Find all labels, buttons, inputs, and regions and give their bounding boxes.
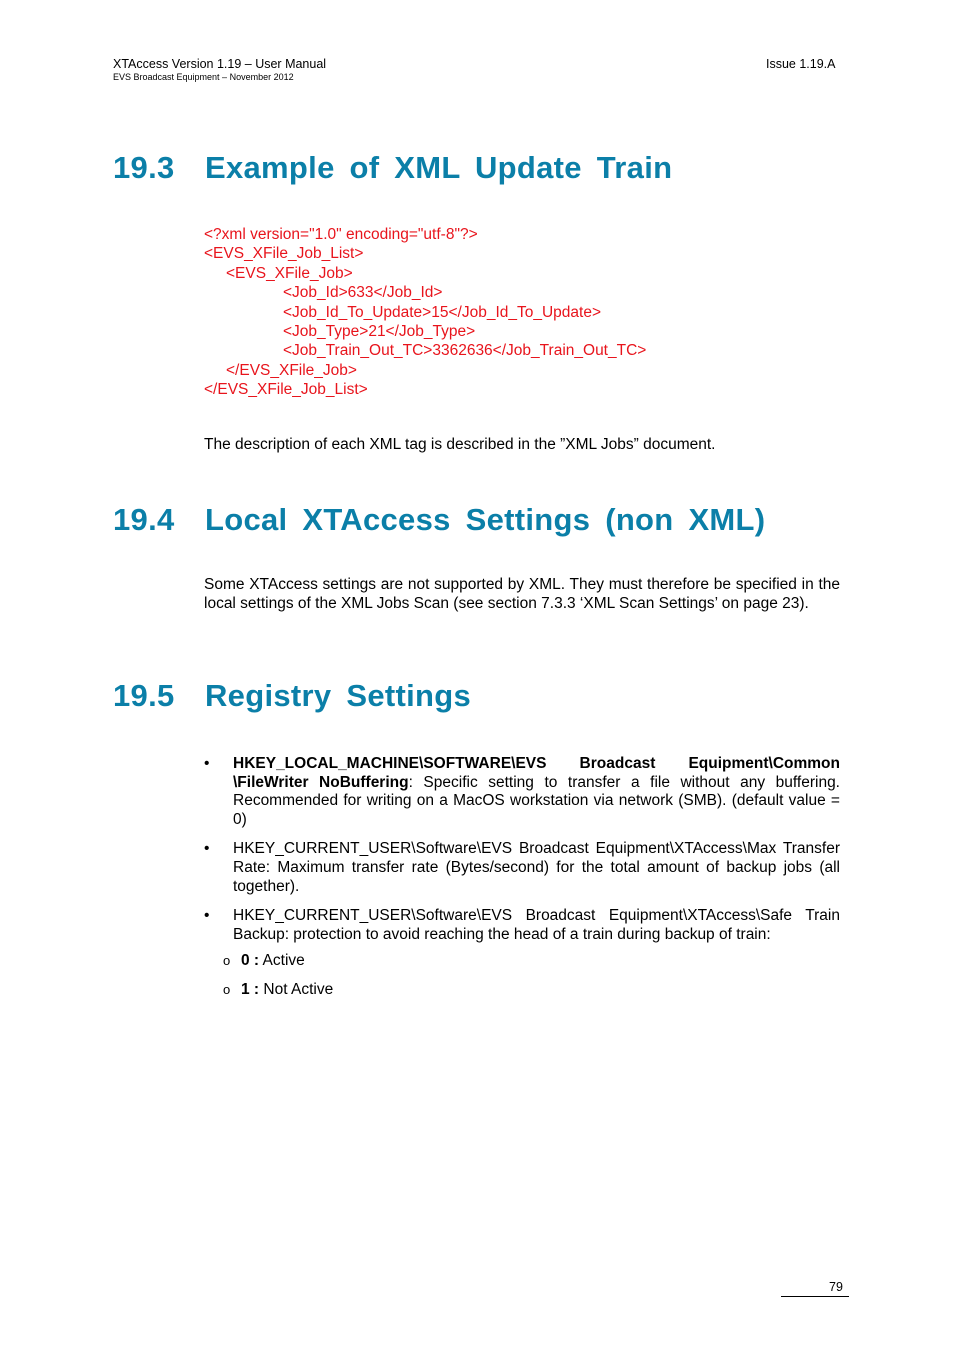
section-title: Local XTAccess Settings (non XML) <box>205 502 766 537</box>
section-19-4-heading <box>113 502 765 538</box>
section-number: 19.3 <box>113 150 175 185</box>
option-key: 1 : <box>241 981 260 999</box>
code-line: <Job_Id_To_Update>15</Job_Id_To_Update> <box>283 303 602 321</box>
local-settings-paragraph <box>204 576 840 613</box>
header-issue: Issue 1.19.A <box>766 57 836 71</box>
registry-key: HKEY_LOCAL_MACHINE\SOFTWARE\EVS Broadcast Equipment\Common \FileWriter NoBuffering <box>233 755 840 791</box>
sub-list-item <box>204 981 840 1000</box>
code-line: </EVS_XFile_Job_List> <box>204 381 368 399</box>
code-line: <?xml version="1.0" encoding="utf-8"?> <box>204 226 478 243</box>
section-title: Example of XML Update Train <box>205 150 673 185</box>
header-subtitle: EVS Broadcast Equipment – November 2012 <box>113 72 294 82</box>
sub-list-item <box>204 952 840 971</box>
list-item <box>204 907 840 944</box>
code-line: </EVS_XFile_Job> <box>226 361 357 379</box>
registry-description: HKEY_CURRENT_USER\Software\EVS Broadcast Equipment\XTAccess\Safe Train Backup: protection to avoid reaching the head of a train during backup of train: <box>233 907 840 943</box>
bullet-icon: • <box>204 907 210 925</box>
section-19-5-heading <box>113 678 471 714</box>
section-19-3-heading <box>113 150 672 186</box>
section-number: 19.4 <box>113 502 175 537</box>
bullet-icon: • <box>204 755 210 772</box>
xml-code-block <box>204 225 646 400</box>
code-line: <Job_Type>21</Job_Type> <box>283 323 476 341</box>
list-item <box>204 840 840 896</box>
registry-description: : Specific setting to transfer a file without any buffering. Recommended for writing on a MacOS workstation via network (SMB). (default value = 0) <box>233 773 840 828</box>
code-line: <EVS_XFile_Job_List> <box>204 245 364 263</box>
header-title: XTAccess Version 1.19 – User Manual <box>113 57 327 71</box>
paragraph-text: Some XTAccess settings are not supported by XML. They must therefore be specified in the local settings of the XML Jobs Scan (see section 7.3.3 ‘XML Scan Settings’ on page 23). <box>204 576 840 612</box>
option-key: 0 : <box>241 952 260 970</box>
circle-bullet-icon: o <box>223 953 231 969</box>
page-number: 79 <box>829 1280 843 1294</box>
section-title: Registry Settings <box>205 678 472 713</box>
registry-list <box>204 755 840 1011</box>
footer-divider <box>781 1296 849 1297</box>
code-line: <EVS_XFile_Job> <box>226 264 353 282</box>
section-number: 19.5 <box>113 678 175 713</box>
option-label: Active <box>262 952 305 970</box>
registry-description: HKEY_CURRENT_USER\Software\EVS Broadcast Equipment\XTAccess\Max Transfer Rate: Maximum transfer rate (Bytes/second) for the total amount of backup jobs (all together). <box>233 840 840 895</box>
option-label: Not Active <box>263 981 334 999</box>
code-line: <Job_Train_Out_TC>3362636</Job_Train_Out_TC> <box>283 342 647 360</box>
xml-description: The description of each XML tag is described in the ”XML Jobs” document. <box>204 436 716 453</box>
list-item <box>204 755 840 829</box>
circle-bullet-icon: o <box>223 982 231 998</box>
bullet-icon: • <box>204 840 210 858</box>
code-line: <Job_Id>633</Job_Id> <box>283 284 443 302</box>
